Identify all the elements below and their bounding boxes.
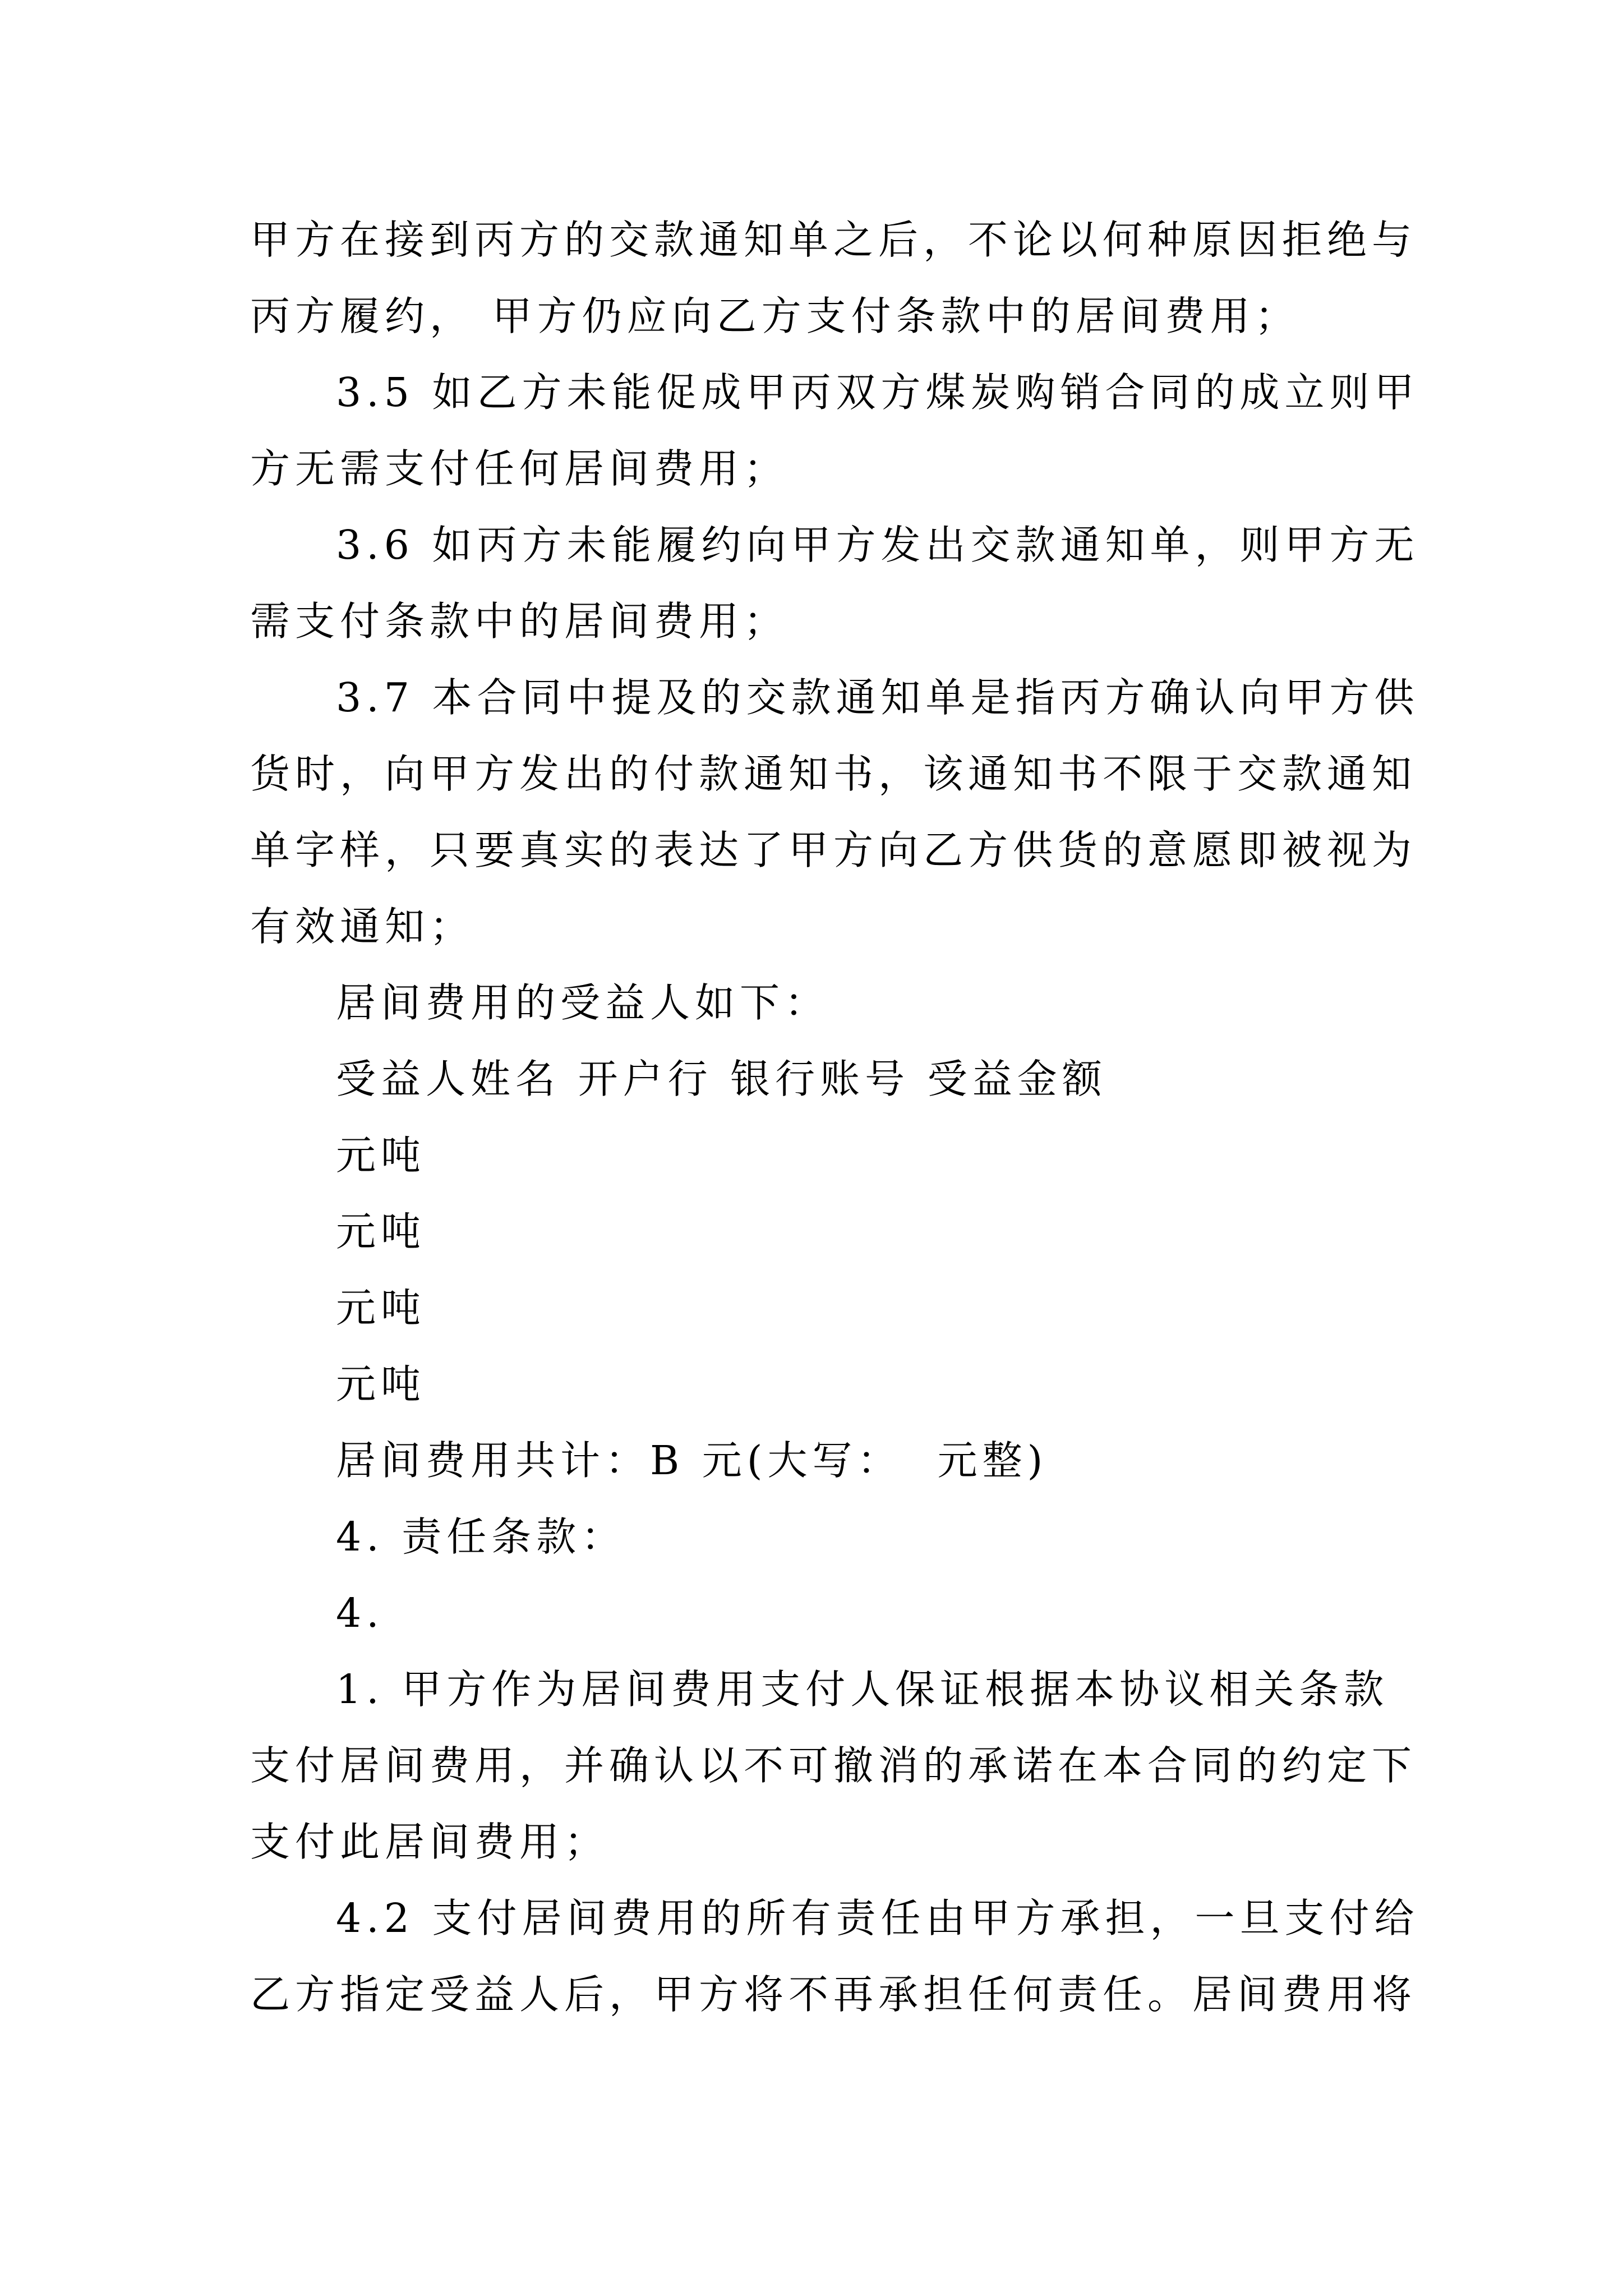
text-line: 受益人姓名 开户行 银行账号 受益金额	[336, 1056, 1107, 1102]
text-line: 需支付条款中的居间费用；	[250, 598, 789, 645]
text-line: 3.5 如乙方未能促成甲丙双方煤炭购销合同的成立则甲	[336, 369, 1419, 416]
text-line: 4. 责任条款：	[336, 1513, 626, 1560]
text-line: 居间费用共计：B 元(大写： 元整)	[336, 1437, 1048, 1484]
text-line: 元吨	[336, 1361, 426, 1407]
text-line: 居间费用的受益人如下：	[336, 979, 830, 1026]
text-line: 乙方指定受益人后，甲方将不再承担任何责任。居间费用将	[250, 1971, 1417, 2018]
text-line: 3.7 本合同中提及的交款通知单是指丙方确认向甲方供	[336, 674, 1419, 721]
text-line: 货时，向甲方发出的付款通知书，该通知书不限于交款通知	[250, 751, 1417, 797]
document-body	[250, 202, 1419, 2033]
text-line: 单字样，只要真实的表达了甲方向乙方供货的意愿即被视为	[250, 827, 1417, 873]
text-line: 元吨	[336, 1285, 426, 1331]
text-line: 甲方在接到丙方的交款通知单之后，不论以何种原因拒绝与	[250, 217, 1417, 263]
text-line: 丙方履约， 甲方仍应向乙方支付条款中的居间费用；	[250, 293, 1300, 339]
text-line: 3.6 如丙方未能履约向甲方发出交款通知单，则甲方无	[336, 522, 1419, 568]
text-line: 支付此居间费用；	[250, 1819, 610, 1865]
text-line: 元吨	[336, 1208, 426, 1255]
text-line: 元吨	[336, 1132, 426, 1179]
text-line: 支付居间费用，并确认以不可撤消的承诺在本合同的约定下	[250, 1742, 1417, 1789]
text-line: 4.2 支付居间费用的所有责任由甲方承担，一旦支付给	[336, 1895, 1419, 1941]
text-line: 有效通知；	[250, 903, 475, 950]
text-line: 4.	[336, 1590, 384, 1636]
text-line: 方无需支付任何居间费用；	[250, 445, 789, 492]
text-line: 1. 甲方作为居间费用支付人保证根据本协议相关条款	[336, 1666, 1389, 1713]
